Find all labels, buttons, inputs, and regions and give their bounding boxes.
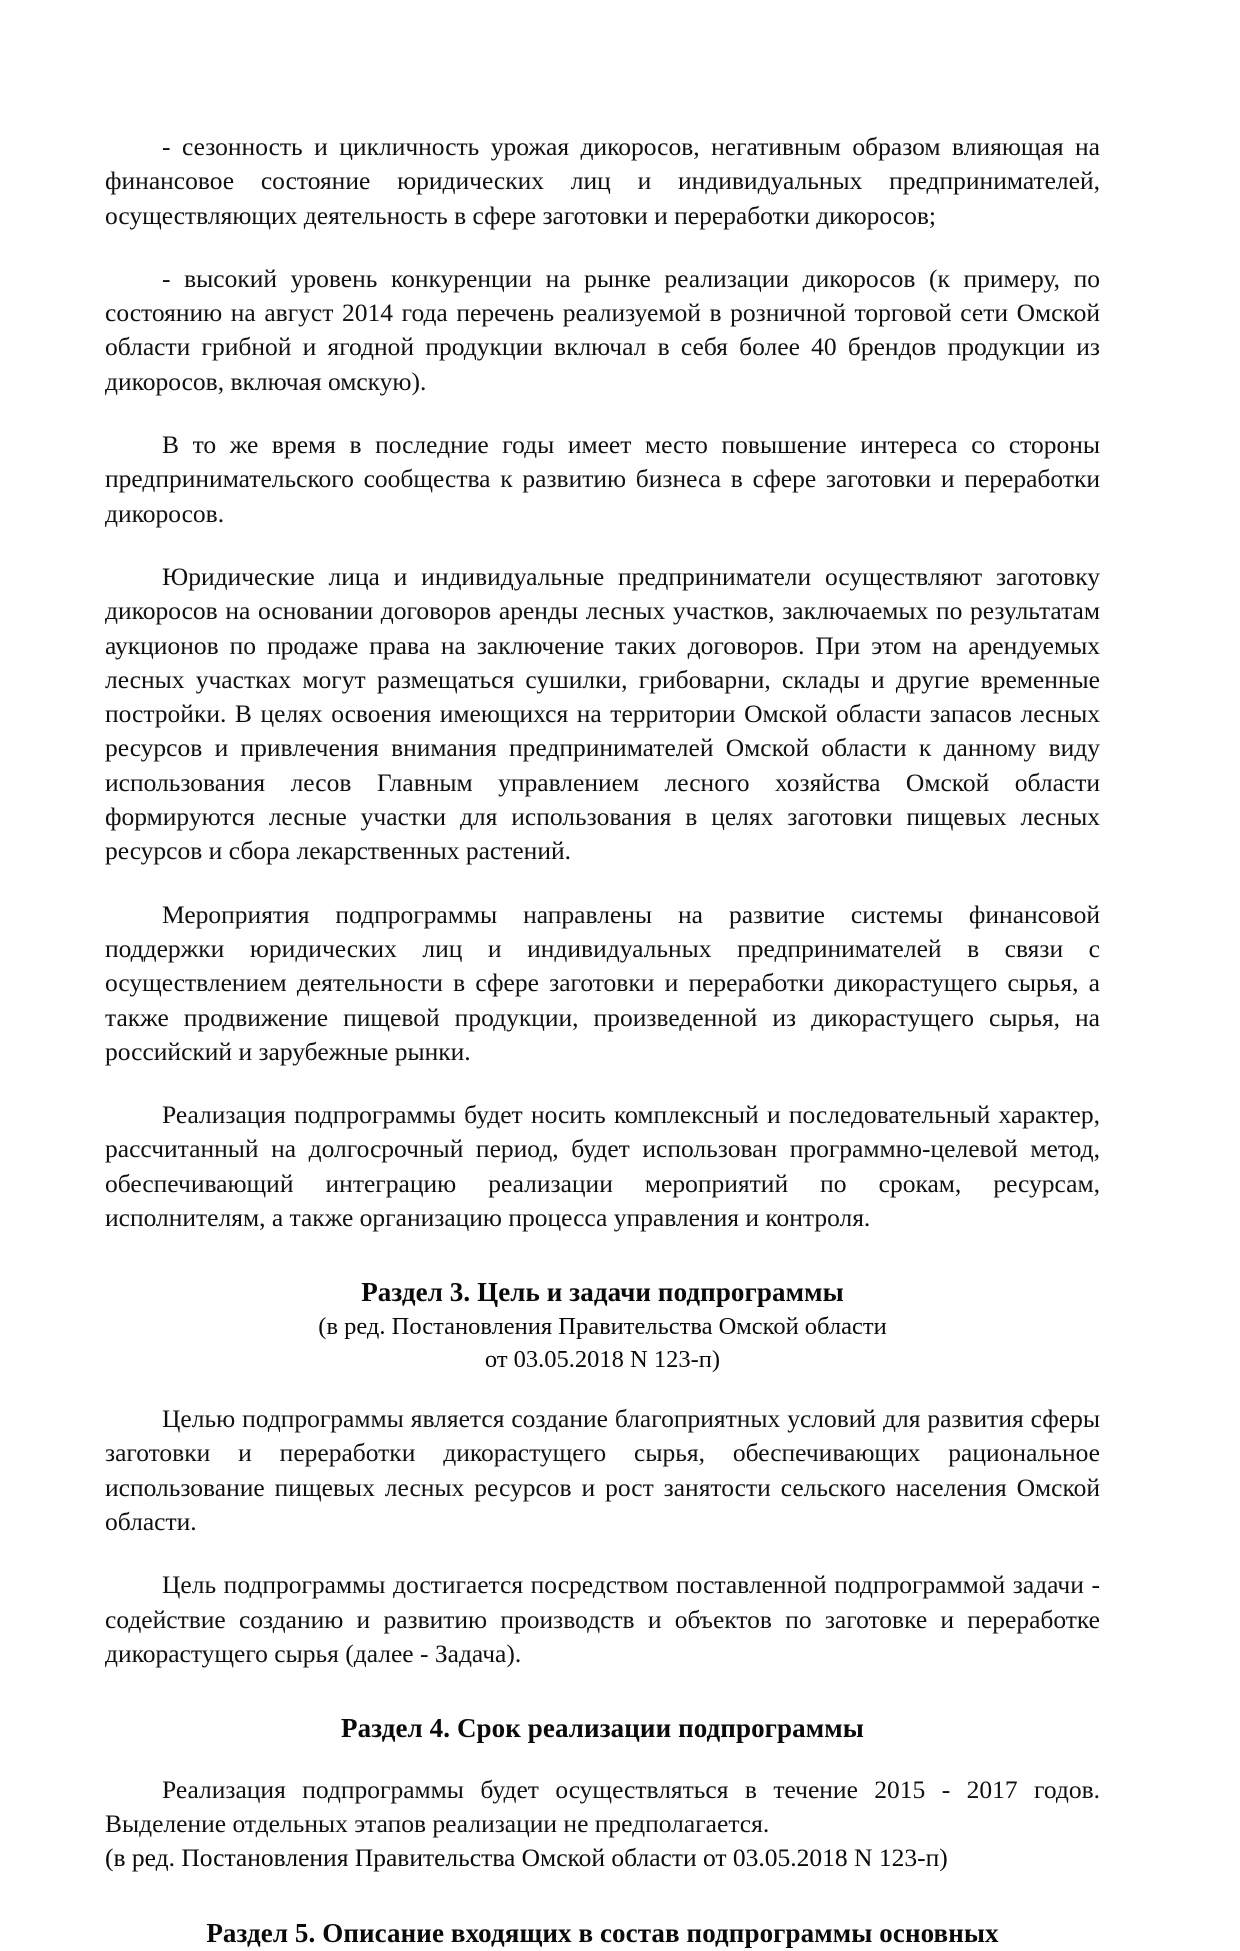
heading-spacer	[105, 1376, 1100, 1402]
paragraph-competition: - высокий уровень конкуренции на рынке реализации дикоросов (к примеру, по состоянию на август 2014 года перечень реализуемой в розничной торговой сети Омской области грибной и ягодной продукции включал в себя более 40 брендов продукции из дикоросов, включая омскую).	[105, 263, 1100, 396]
section-5-heading: Раздел 5. Описание входящих в состав подпрограммы основных	[206, 1917, 999, 1948]
paragraph-implementation-period: Реализация подпрограммы будет осуществляться в течение 2015 - 2017 годов. Выделение отдельных этапов реализации не предполагается.	[105, 1774, 1100, 1839]
paragraph-spacer	[105, 869, 1100, 898]
paragraph-spacer	[105, 531, 1100, 560]
section-4-heading: Раздел 4. Срок реализации подпрограммы	[341, 1713, 864, 1744]
paragraph-goal: Целью подпрограммы является создание благоприятных условий для развития сферы заготовки и переработки дикорастущего сырья, обеспечивающих рациональное использование пищевых лесных ресурсов и рост занятости сельского населения Омской области.	[105, 1404, 1100, 1536]
section-4-amendment-note: (в ред. Постановления Правительства Омской области от 03.05.2018 N 123-п)	[105, 1843, 948, 1873]
paragraph-interest: В то же время в последние годы имеет место повышение интереса со стороны предпринимательского сообщества к развитию бизнеса в сфере заготовки и переработки дикоросов.	[105, 430, 1100, 528]
paragraph-implementation: Реализация подпрограммы будет носить комплексный и последовательный характер, рассчитанный на долгосрочный период, будет использован программно-целевой метод, обеспечивающий интеграцию реализации мероприятий по срокам, ресурсам, исполнителям, а также организацию процесса управления и контроля.	[105, 1100, 1100, 1233]
document-content	[105, 130, 1100, 1951]
paragraph-spacer	[105, 233, 1100, 262]
section-3-amendment-note-line-1: (в ред. Постановления Правительства Омской области	[318, 1312, 887, 1340]
paragraph-spacer	[105, 399, 1100, 428]
paragraph-legal-entities: Юридические лица и индивидуальные предприниматели осуществляют заготовку дикоросов на основании договоров аренды лесных участков, заключаемых по результатам аукционов по продаже права на заключение таких договоров. При этом на арендуемых лесных участках могут размещаться сушилки, грибоварни, склады и другие временные постройки. В целях освоения имеющихся на территории Омской области запасов лесных ресурсов и привлечения внимания предпринимателей Омской области к данному виду использования лесов Главным управлением лесного хозяйства Омской области формируются лесные участки для использования в целях заготовки пищевых лесных ресурсов и сбора лекарственных растений.	[105, 561, 1100, 866]
paragraph-spacer	[105, 1539, 1100, 1568]
section-3-amendment-note-line-2: от 03.05.2018 N 123-п)	[484, 1345, 721, 1373]
paragraph-spacer	[105, 1069, 1100, 1098]
heading-spacer	[105, 1876, 1100, 1916]
heading-spacer	[105, 1235, 1100, 1275]
paragraph-measures: Мероприятия подпрограммы направлены на развитие системы финансовой поддержки юридических лиц и индивидуальных предпринимателей в связи с осуществлением деятельности в сфере заготовки и переработки дикорастущего сырья, а также продвижение пищевой продукции, произведенной из дикорастущего сырья, на российский и зарубежные рынки.	[105, 899, 1100, 1066]
section-3-heading: Раздел 3. Цель и задачи подпрограммы	[361, 1277, 844, 1308]
paragraph-seasonality: - сезонность и цикличность урожая дикоросов, негативным образом влияющая на финансовое состояние юридических лиц и индивидуальных предпринимателей, осуществляющих деятельность в сфере заготовки и переработки дикоросов;	[105, 132, 1100, 230]
heading-spacer	[105, 1747, 1100, 1773]
paragraph-task: Цель подпрограммы достигается посредством поставленной подпрограммой задачи - содействие созданию и развитию производств и объектов по заготовке и переработке дикорастущего сырья (далее - Задача).	[105, 1570, 1100, 1668]
heading-spacer	[105, 1671, 1100, 1711]
